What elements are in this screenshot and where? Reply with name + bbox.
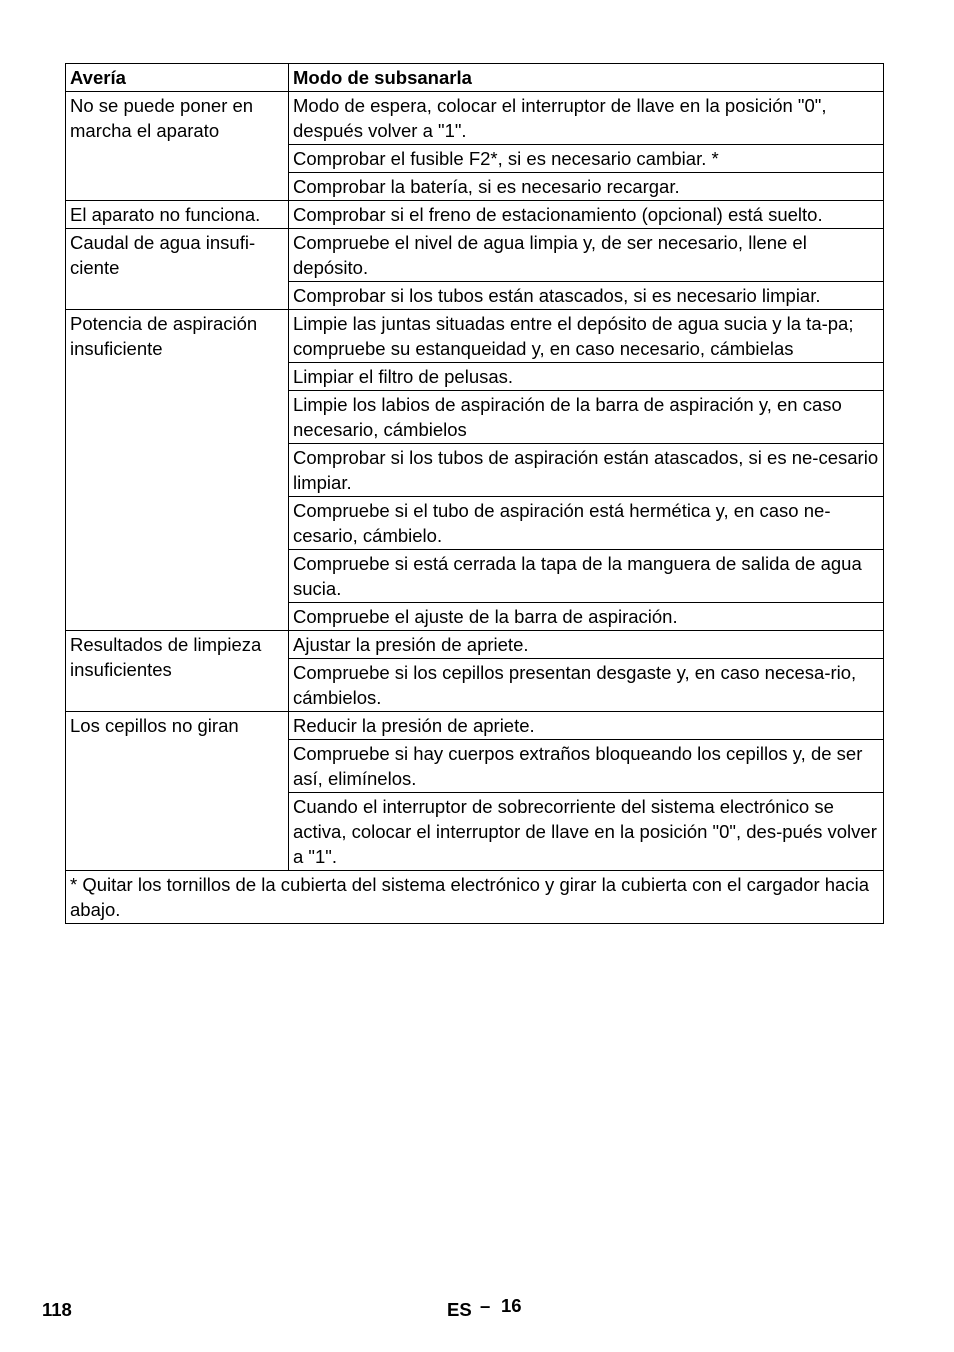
table-row — [66, 201, 884, 229]
fault-cell: No se puede poner en marcha el aparato — [66, 92, 289, 201]
fault-cell: Potencia de aspiración insuficiente — [66, 310, 289, 631]
table-header-row — [66, 64, 884, 92]
remedy-cell: Cuando el interruptor de sobrecorriente del sistema electrónico se activa, colocar el interruptor de llave en la posición "0", des-pués volver a "1". — [289, 793, 884, 871]
page-separator: – — [480, 1295, 491, 1316]
sub-page-number: 16 — [501, 1295, 522, 1316]
remedy-cell: Compruebe el nivel de agua limpia y, de ser necesario, llene el depósito. — [289, 229, 884, 282]
remedy-cell: Compruebe si los cepillos presentan desgaste y, en caso necesa-rio, cámbielos. — [289, 659, 884, 712]
fault-cell: El aparato no funciona. — [66, 201, 289, 229]
remedy-cell: Comprobar si los tubos están atascados, si es necesario limpiar. — [289, 282, 884, 310]
fault-cell: Los cepillos no giran — [66, 712, 289, 871]
remedy-cell: Ajustar la presión de apriete. — [289, 631, 884, 659]
remedy-cell: Comprobar si el freno de estacionamiento (opcional) está suelto. — [289, 201, 884, 229]
language-code: ES — [447, 1299, 472, 1320]
troubleshooting-table — [65, 63, 884, 924]
table-row — [66, 631, 884, 659]
header-remedy: Modo de subsanarla — [289, 64, 884, 92]
remedy-cell: Comprobar el fusible F2*, si es necesario cambiar. * — [289, 145, 884, 173]
page-number: 118 — [42, 1299, 72, 1320]
remedy-cell: Limpiar el filtro de pelusas. — [289, 363, 884, 391]
remedy-cell: Compruebe si está cerrada la tapa de la manguera de salida de agua sucia. — [289, 550, 884, 603]
remedy-cell: Compruebe si el tubo de aspiración está hermética y, en caso ne-cesario, cámbielo. — [289, 497, 884, 550]
table-footnote-row — [66, 871, 884, 924]
table-body — [66, 92, 884, 924]
fault-cell: Resultados de limpieza insuficientes — [66, 631, 289, 712]
fault-cell: Caudal de agua insufi-ciente — [66, 229, 289, 310]
remedy-cell: Limpie los labios de aspiración de la barra de aspiración y, en caso necesario, cámbielos — [289, 391, 884, 444]
remedy-cell: Modo de espera, colocar el interruptor de llave en la posición "0", después volver a "1". — [289, 92, 884, 145]
table-row — [66, 92, 884, 145]
remedy-cell: Compruebe el ajuste de la barra de aspiración. — [289, 603, 884, 631]
table-row — [66, 310, 884, 363]
remedy-cell: Comprobar si los tubos de aspiración están atascados, si es ne-cesario limpiar. — [289, 444, 884, 497]
remedy-cell: Reducir la presión de apriete. — [289, 712, 884, 740]
table-footnote: * Quitar los tornillos de la cubierta del sistema electrónico y girar la cubierta con el cargador hacia abajo. — [66, 871, 884, 924]
table-row — [66, 712, 884, 740]
remedy-cell: Comprobar la batería, si es necesario recargar. — [289, 173, 884, 201]
remedy-cell: Compruebe si hay cuerpos extraños bloqueando los cepillos y, de ser así, elimínelos. — [289, 740, 884, 793]
table-row — [66, 229, 884, 282]
header-fault: Avería — [66, 64, 289, 92]
remedy-cell: Limpie las juntas situadas entre el depósito de agua sucia y la ta-pa; compruebe su estanqueidad y, en caso necesario, cámbielas — [289, 310, 884, 363]
